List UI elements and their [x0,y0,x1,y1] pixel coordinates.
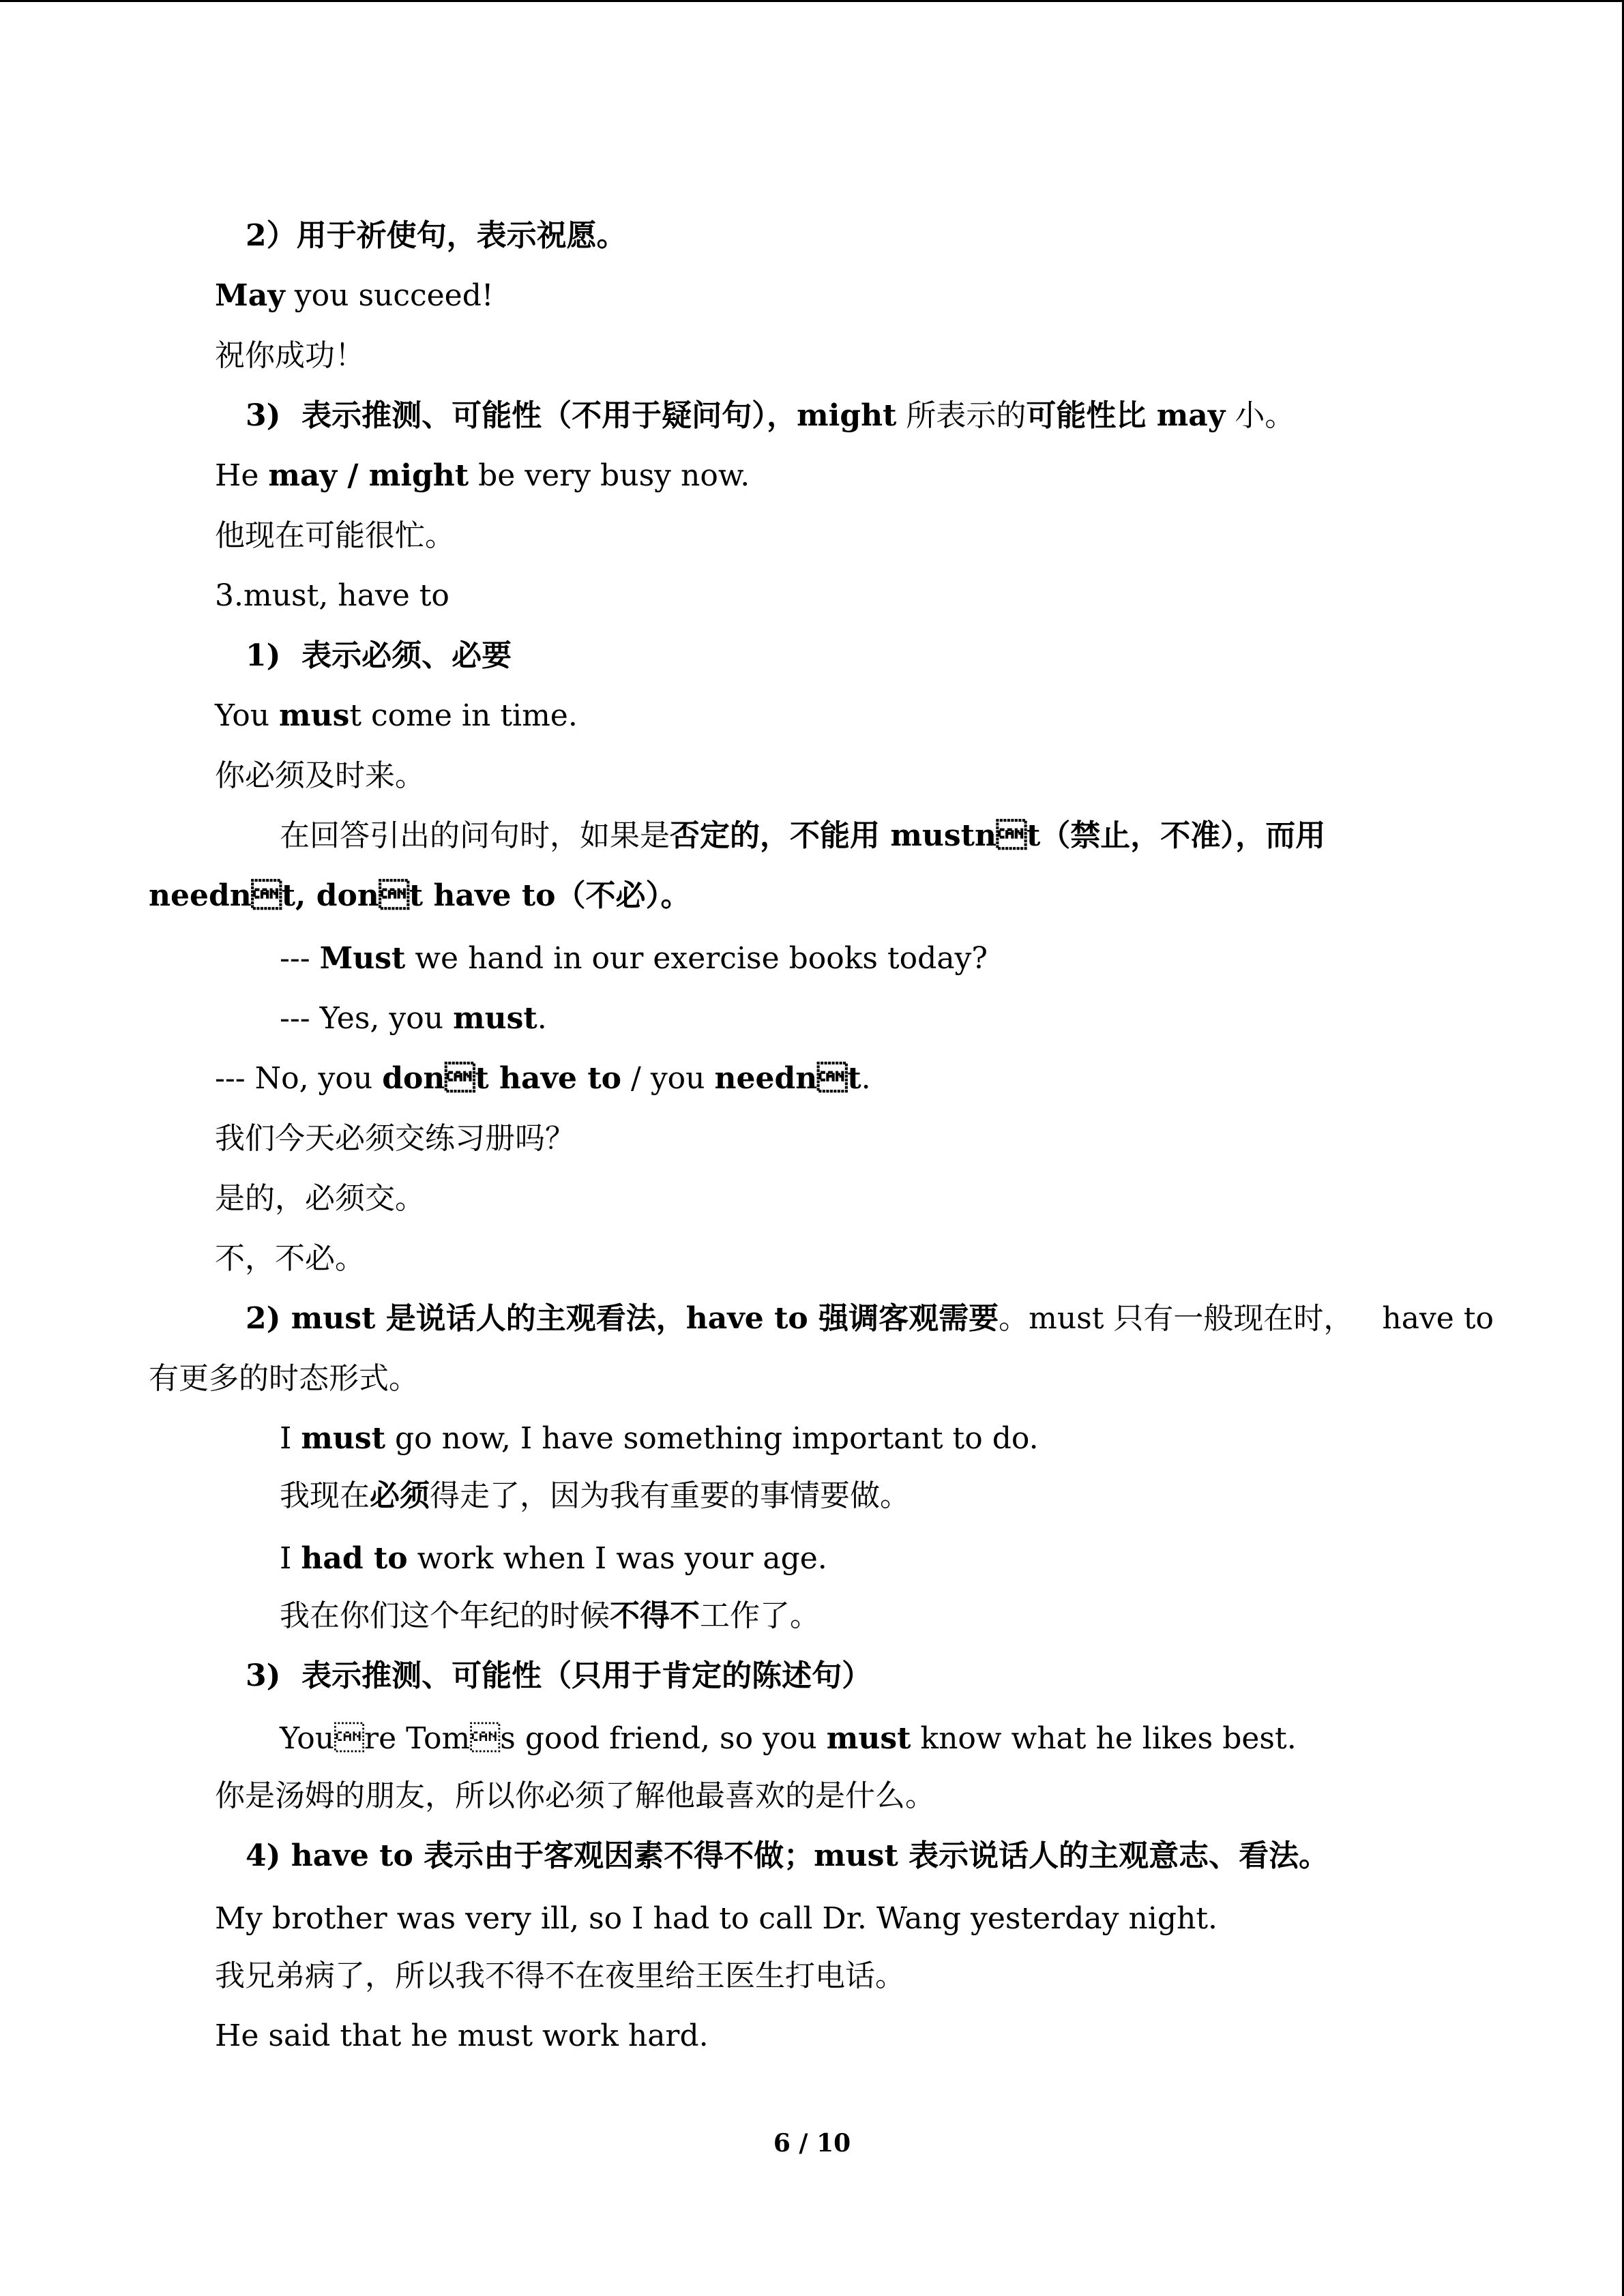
translation-line: 你是汤姆的朋友，所以你必须了解他最喜欢的是什么。 [215,1778,935,1813]
body-line-cont: 有更多的时态形式。 [149,1361,419,1396]
example-line: I had to work when I was your age. [280,1541,827,1576]
heading-deduction: 3) 表示推测、可能性（只用于肯定的陈述句） [246,1658,872,1693]
dialog-no: --- No, you dont have to / you neednt. [215,1061,871,1096]
translation-line: 你必须及时来。 [215,758,425,793]
note-line-cont: neednt, dont have to（不必）。 [149,878,691,913]
example-line: Youre Toms good friend, so you must know what he likes best. [280,1721,1297,1756]
translation-line: 他现在可能很忙。 [215,518,455,553]
heading-may-might: 3) 表示推测、可能性（不用于疑问句），might 所表示的可能性比 may 小。 [246,398,1295,433]
dialog-yes: --- Yes, you must. [280,1001,547,1036]
translation-line: 我兄弟病了，所以我不得不在夜里给王医生打电话。 [215,1958,905,1993]
example-line: You must come in time. [215,698,578,733]
page-number: 6 / 10 [773,2129,851,2158]
example-line: He may / might be very busy now. [215,458,750,493]
translation-line: 我现在必须得走了，因为我有重要的事情要做。 [280,1478,910,1513]
heading-necessity: 1) 表示必须、必要 [246,638,512,673]
example-line: He said that he must work hard. [215,2018,709,2053]
example-line: My brother was very ill, so I had to call Dr. Wang yesterday night. [215,1901,1218,1936]
translation-line: 不，不必。 [215,1241,365,1276]
note-line: 在回答引出的问句时，如果是否定的，不能用 mustnt（禁止，不准），而用 [280,818,1326,853]
translation-line: 我在你们这个年纪的时候不得不工作了。 [280,1598,820,1633]
heading-must-vs-have-to: 2) must 是说话人的主观看法，have to 强调客观需要。must 只有一般现在时， have to [246,1301,1494,1336]
section-title-must: 3.must, have to [215,578,449,613]
heading-optative: 2）用于祈使句，表示祝愿。 [246,218,627,253]
example-line: May you succeed! [215,278,494,313]
translation-line: 我们今天必须交练习册吗？ [215,1121,575,1156]
dialog-question: --- Must we hand in our exercise books today? [280,941,988,976]
translation-line: 祝你成功！ [215,338,365,373]
heading-objective-subjective: 4) have to 表示由于客观因素不得不做；must 表示说话人的主观意志、看法。 [246,1838,1329,1873]
page-top-border [0,0,1624,2]
translation-line: 是的，必须交。 [215,1181,425,1216]
example-line: I must go now, I have something important to do. [280,1421,1039,1456]
